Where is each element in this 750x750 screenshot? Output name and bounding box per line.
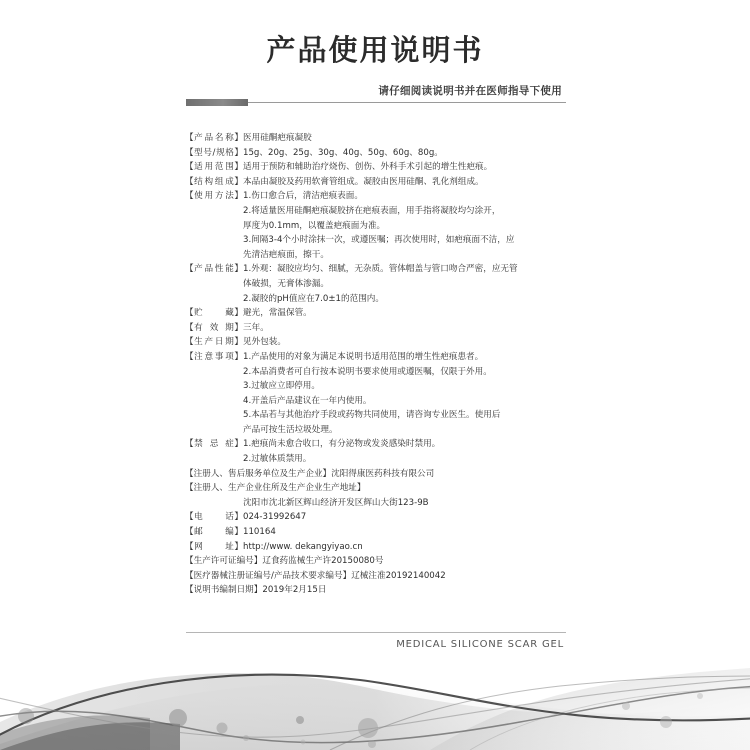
usage-line: 1.伤口愈合后，清洁疤痕表面。 <box>243 191 363 202</box>
field-label-usage: 【 使 用 方 法 】 <box>185 191 243 202</box>
field-postcode <box>185 525 585 540</box>
field-value-website: http://www. dekangyiyao.cn <box>243 541 363 552</box>
footer-english-name: MEDICAL SILICONE SCAR GEL <box>396 639 564 650</box>
precaution-line: 4.开盖后产品建议在一年内使用。 <box>243 395 372 406</box>
field-value-usage <box>243 189 585 262</box>
field-label-composition: 【 结 构 组 成 】 <box>185 176 243 187</box>
footer-divider <box>186 632 566 633</box>
contraindication-line: 1.疤痕尚未愈合收口，有分泌物或发炎感染时禁用。 <box>243 439 441 450</box>
field-value-phone: 024-31992647 <box>243 512 307 523</box>
performance-line: 2.凝胶的pH值应在7.0±1的范围内。 <box>243 293 384 304</box>
field-value-product-name: 医用硅酮疤痕凝胶 <box>243 133 312 143</box>
field-value-contraindications <box>243 437 585 466</box>
precaution-line: 产品可按生活垃圾处理。 <box>243 424 338 435</box>
field-composition <box>185 175 585 190</box>
field-value-precautions <box>243 350 585 438</box>
field-model-spec <box>185 146 585 161</box>
page-subtitle: 请仔细阅读说明书并在医师指导下使用 <box>378 85 562 97</box>
field-value-validity: 三年。 <box>243 322 269 333</box>
field-performance <box>185 262 585 306</box>
field-value-revision-date: 2019年2月15日 <box>262 585 327 596</box>
usage-line: 厚度为0.1mm，以覆盖疤痕面为准。 <box>243 220 386 231</box>
field-label-product-name: 【 产 品 名 称 】 <box>185 133 243 143</box>
field-scope <box>185 160 585 175</box>
field-value-postcode: 110164 <box>243 527 276 538</box>
field-phone <box>185 510 585 525</box>
precaution-line: 5.本品若与其他治疗手段或药物共同使用，请咨询专业医生。使用后 <box>243 410 501 421</box>
page-title: 产品使用说明书 <box>266 33 484 67</box>
field-label-phone: 【 电 话 】 <box>185 512 243 523</box>
field-registration-number <box>185 569 585 584</box>
contraindication-line: 2.过敏体质禁用。 <box>243 454 312 465</box>
field-value-model-spec: 15g、20g、25g、30g、40g、50g、60g、80g。 <box>243 147 443 158</box>
field-product-name <box>185 131 585 146</box>
precaution-line: 1.产品使用的对象为满足本说明书适用范围的增生性疤痕患者。 <box>243 351 484 362</box>
header-divider <box>186 99 566 106</box>
precaution-line: 2.本品消费者可自行按本说明书要求使用或遵医嘱，仅限于外用。 <box>243 366 492 377</box>
field-registrant <box>185 467 585 482</box>
field-label-production-date: 【 生 产 日 期 】 <box>185 337 243 348</box>
field-label-performance: 【 产 品 性 能 】 <box>185 264 243 275</box>
field-value-registration-number: 辽械注准20192140042 <box>351 570 446 581</box>
field-label-registrant: 【注册人、售后服务单位及生产企业】 <box>185 468 332 479</box>
field-value-production-license: 辽食药监械生产许20150080号 <box>262 556 384 567</box>
field-production-license <box>185 554 585 569</box>
field-label-postcode: 【 邮 编 】 <box>185 527 243 538</box>
field-label-website: 【 网 址 】 <box>185 541 243 552</box>
performance-line: 体破损，无膏体渗漏。 <box>243 278 329 289</box>
usage-line: 2.将适量医用硅酮疤痕凝胶挤在疤痕表面，用手指将凝胶均匀涂开， <box>243 205 501 216</box>
footer-decorative-artwork <box>0 656 750 750</box>
footer <box>0 632 750 750</box>
field-address <box>185 481 585 496</box>
field-address-value-row <box>185 496 585 511</box>
field-label-scope: 【 适 用 范 围 】 <box>185 162 243 173</box>
field-label-registration-number: 【医疗器械注册证编号/产品技术要求编号】 <box>185 570 352 581</box>
field-label-validity: 【 有 效 期 】 <box>185 322 243 333</box>
field-value-production-date: 见外包装。 <box>243 337 286 348</box>
field-label-contraindications: 【 禁 忌 症 】 <box>185 439 243 450</box>
field-value-registrant: 沈阳得康医药科技有限公司 <box>331 468 435 479</box>
field-usage <box>185 189 585 262</box>
field-value-storage: 避光，常温保管。 <box>243 308 312 319</box>
field-label-production-license: 【生产许可证编号】 <box>185 556 263 567</box>
field-label-address: 【注册人、生产企业住所及生产企业生产地址】 <box>185 483 366 494</box>
instruction-content <box>185 131 585 598</box>
field-label-model-spec: 【 型 号 / 规 格 】 <box>185 147 243 158</box>
field-value-composition: 本品由凝胶及药用软膏管组成。凝胶由医用硅酮、乳化剂组成。 <box>243 176 484 187</box>
field-value-performance <box>243 262 585 306</box>
field-validity <box>185 321 585 336</box>
field-storage <box>185 306 585 321</box>
field-production-date <box>185 335 585 350</box>
usage-line: 3.间隔3-4个小时涂抹一次，或遵医嘱；再次使用时，如疤痕面不洁，应 <box>243 235 515 246</box>
field-label-revision-date: 【说明书编制日期】 <box>185 585 263 596</box>
precaution-line: 3.过敏应立即停用。 <box>243 381 320 392</box>
field-value-scope: 适用于预防和辅助治疗烧伤、创伤、外科手术引起的增生性疤痕。 <box>243 162 493 173</box>
performance-line: 1.外观：凝胶应均匀、细腻，无杂质。管体帽盖与管口吻合严密，应无管 <box>243 264 518 275</box>
field-website <box>185 540 585 555</box>
header-divider-thick-bar <box>186 99 248 106</box>
usage-line: 先清洁疤痕面，擦干。 <box>243 249 329 260</box>
field-precautions <box>185 350 585 438</box>
field-value-address: 沈阳市沈北新区辉山经济开发区辉山大街123-9B <box>243 497 429 508</box>
field-label-precautions: 【 注 意 事 项 】 <box>185 351 243 362</box>
field-contraindications <box>185 437 585 466</box>
field-revision-date <box>185 583 585 598</box>
field-label-storage: 【 贮 藏 】 <box>185 308 243 319</box>
